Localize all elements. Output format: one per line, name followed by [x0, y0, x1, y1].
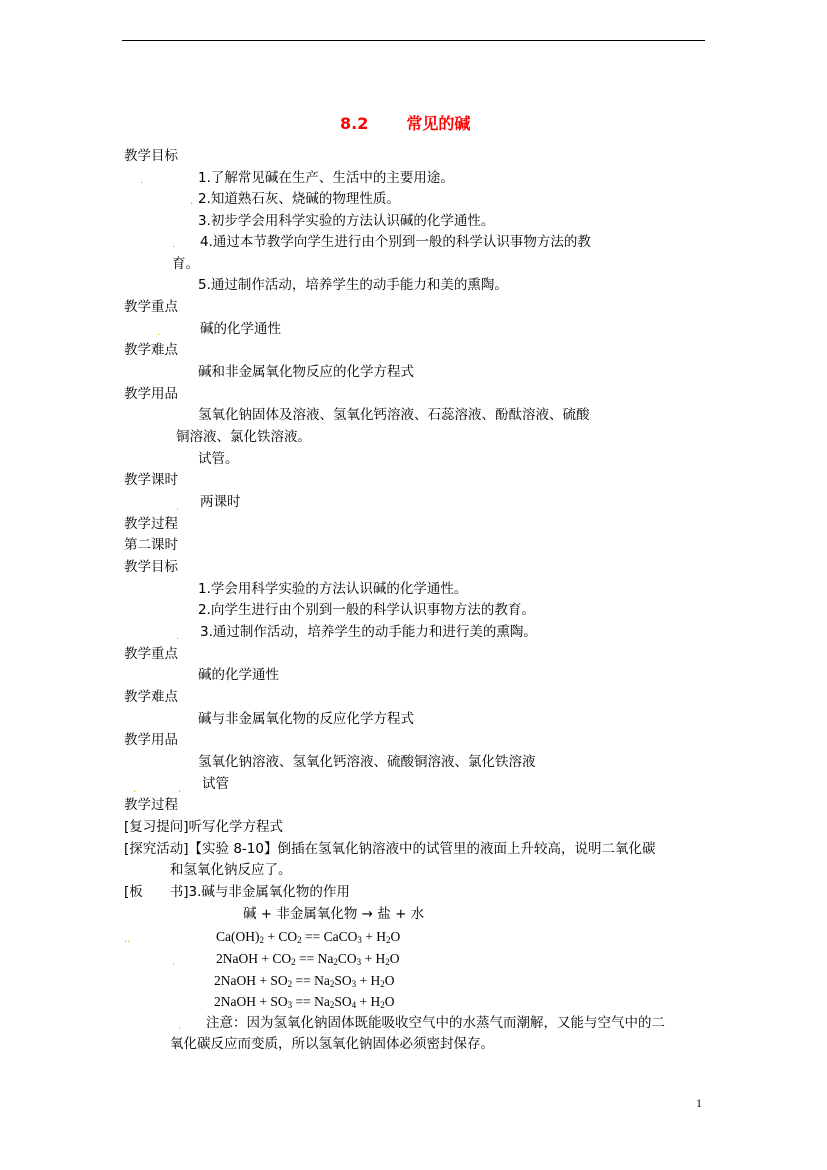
section-heading-periods: 教学课时 — [124, 472, 178, 488]
inquiry-activity: [探究活动]【实验 8-10】倒插在氢氧化钠溶液中的试管里的液面上升较高，说明二氧化碳 — [124, 841, 656, 857]
section-heading-process: 教学过程 — [124, 516, 178, 532]
dot-mark: . — [176, 631, 180, 642]
objective-item: 5.通过制作活动，培养学生的动手能力和美的熏陶。 — [198, 277, 508, 293]
materials-text: 试管 — [202, 776, 229, 792]
difficulty-text: 碱与非金属氧化物的反应化学方程式 — [198, 711, 414, 727]
section-heading-process-2: 教学过程 — [124, 797, 178, 813]
word-equation: 碱 + 非金属氧化物 → 盐 + 水 — [243, 906, 425, 922]
key-point-text: 碱的化学通性 — [200, 321, 281, 337]
section-heading-second-period: 第二课时 — [124, 537, 178, 553]
inquiry-activity-continued: 和氢氧化钠反应了。 — [170, 862, 292, 878]
difficulty-text: 碱和非金属氧化物反应的化学方程式 — [198, 364, 414, 380]
key-point-text: 碱的化学通性 — [198, 667, 279, 683]
page-number: 1 — [696, 1096, 702, 1110]
dot-mark: . — [176, 502, 180, 513]
dot-mark: . — [133, 784, 137, 795]
materials-text-continued: 铜溶液、氯化铁溶液。 — [176, 429, 311, 445]
review-question: [复习提问]听写化学方程式 — [124, 819, 284, 835]
periods-text: 两课时 — [200, 494, 241, 510]
section-heading-objectives-2: 教学目标 — [124, 559, 178, 575]
objective-item: 1.学会用科学实验的方法认识碱的化学通性。 — [198, 581, 468, 597]
dot-mark: . — [178, 1021, 182, 1032]
section-number: 8.2 — [340, 114, 369, 133]
header-rule — [122, 40, 705, 41]
dot-mark: .. — [124, 934, 131, 945]
materials-text: 氢氧化钠溶液、氢氧化钙溶液、硫酸铜溶液、氯化铁溶液 — [198, 754, 536, 770]
dot-mark: . — [157, 327, 161, 338]
section-heading-objectives: 教学目标 — [124, 148, 178, 164]
board-writing: [板 书]3.碱与非金属氧化物的作用 — [124, 884, 350, 900]
objective-item: 3.初步学会用科学实验的方法认识碱的化学通性。 — [198, 213, 495, 229]
dot-mark: . — [140, 175, 144, 186]
section-heading-materials: 教学用品 — [124, 386, 178, 402]
objective-item: 2.知道熟石灰、烧碱的物理性质。 — [198, 191, 400, 207]
section-heading-materials-2: 教学用品 — [124, 732, 178, 748]
materials-text: 氢氧化钠固体及溶液、氢氧化钙溶液、石蕊溶液、酚酞溶液、硫酸 — [198, 407, 590, 423]
dot-mark: . — [172, 957, 176, 968]
dot-mark: . — [190, 196, 194, 207]
chemical-equation-4: 2NaOH + $SO_3 == Na_2SO_4 + H_2O$ — [214, 994, 395, 1010]
objective-item-continued: 育。 — [172, 256, 199, 272]
materials-text: 试管。 — [198, 451, 239, 467]
section-heading-difficulties: 教学难点 — [124, 342, 178, 358]
note-text: 注意：因为氢氧化钠固体既能吸收空气中的水蒸气而潮解，又能与空气中的二 — [206, 1015, 665, 1031]
title-text: 常见的碱 — [406, 114, 471, 133]
objective-item: 1.了解常见碱在生产、生活中的主要用途。 — [198, 170, 454, 186]
chemical-equation-1: $Ca(OH)_2 + CO_2$ == CaCO$_3$ + $H_2O$ — [216, 929, 401, 945]
chemical-equation-2: 2NaOH + $CO_2 == Na_2CO_3 + H_2O$ — [216, 951, 400, 967]
note-text-continued: 氧化碳反应而变质，所以氢氧化钠固体必须密封保存。 — [170, 1036, 494, 1052]
section-heading-difficulties-2: 教学难点 — [124, 689, 178, 705]
objective-item: 4.通过本节教学向学生进行由个别到一般的科学认识事物方法的教 — [200, 234, 591, 250]
chemical-equation-3: 2NaOH + $SO_2 == Na_2SO_3 + H_2O$ — [214, 973, 395, 989]
objective-item: 3.通过制作活动，培养学生的动手能力和进行美的熏陶。 — [200, 624, 537, 640]
section-heading-key-points: 教学重点 — [124, 299, 178, 315]
section-heading-key-points-2: 教学重点 — [124, 646, 178, 662]
page-title — [340, 116, 470, 132]
dot-mark: . — [178, 784, 182, 795]
dot-mark: . — [172, 239, 176, 250]
objective-item: 2.向学生进行由个别到一般的科学认识事物方法的教育。 — [198, 602, 535, 618]
